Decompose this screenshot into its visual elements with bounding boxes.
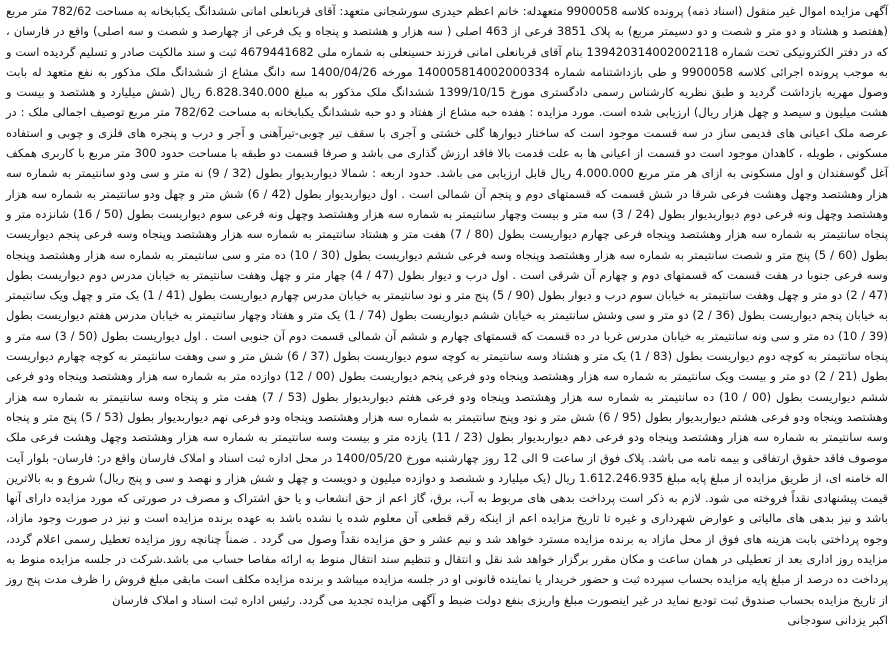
auction-notice	[6, 1, 888, 630]
signatory-name: اکبر یزدانی سودجانی	[787, 612, 888, 627]
notice-body-text: آگهی مزایده اموال غیر منقول (اسناد ذمه) پرونده کلاسه 9900058 متعهدله: خانم اعظم حیدری سورشجانی متعهد: آقای قربانعلی امانی ششدانگ یکبابخانه به مساحت 782/62 متر مربع (هفتصد و هشتاد و دو متر و شصت و دو دسیمتر مربع) به پلاک 3851 فرعی از 463 اصلی ( سه هزار و هشتصد و پنجاه و یک فرعی از چهارصد و شصت و سه اصلی) واقع در فارسان ، که در دفتر الکترونیکی تحت شماره 139420314002002118 بنام آقای قربانعلی امانی فرزند حسینعلی به شماره ملی 4679441682 ثبت و سند مالکیت صادر و تسلیم گردیده است و به موجب پرونده اجرائی کلاسه 9900058 و طی بازداشتنامه شماره 140005814002000334 مورخه 1400/04/26 سه دانگ مشاع از ششدانگ ملک مذکور به نفع متعهد له بابت وصول مهریه بازداشت گردید و طبق نظریه کارشناس رسمی دادگستری مورخ 1399/10/15 ششدانگ ملک مذکور به مبلغ 6.828.340.000 ریال (شش میلیارد و هشتصد و بیست و هشت میلیون و سیصد و چهل هزار ریال) ارزیابی شده است. مورد مزایده : هفده حبه مشاع از هفتاد و دو حبه ششدانگ یکبابخانه به مساحت 782/62 متر مربع توصیف اجمالی ملک : در عرصه ملک اعیانی های قدیمی ساز در سه قسمت موجود است که ساختار دیوارها گلی خشتی و آجری با سقف تیر چوبی-تیرآهنی و آجر و درب و پنجره های فلزی و چوبی و استفاده مسکونی ، طویله ، کاهدان موجود است دو قسمت از اعیانی ها به علت قدمت بالا فاقد ارزش گذاری می باشد و صرفا قسمت دو طبقه با مساحت حدود 300 متر مربع با کاربری همکف آغل گوسفندان و اول مسکونی به ازای هر متر مربع 4.000.000 ریال قابل ارزیابی می باشد. حدود اربعه : شمالا دیواربدیوار بطول (32 / 9) نه متر و سی ودو سانتیمتر به شماره سه هزار وهشتصد وچهل وهشت فرعی شرقا در شش قسمت که قسمتهای دوم و پنجم آن شمالی است . اول دیواربدیوار بطول (42 / 6) شش متر و چهل ودو سانتیمتر به شماره سه هزار وهشتصد وچهل ونه فرعی دوم دیواربدیوار بطول (24 / 3) سه متر و بیست وچهار سانتیمتر به شماره سه هزار وهشتصد وچهل ونه فرعی سوم دیواریست بطول (50 / 16) شانزده متر و پنجاه سانتیمتر به شماره سه هزار وهشتصد وپنجاه فرعی چهارم دیواریست بطول (80 / 7) هفت متر و هشتاد سانتیمتر به شماره سه هزار وهشتصد وپنجاه وسه فرعی پنجم دیواریست بطول (60 / 5) پنج متر و شصت سانتیمتر به شماره سه هزار وهشتصد وپنجاه وسه فرعی ششم دیواریست بطول (30 / 10) ده متر و سی سانتیمتر به شماره سه هزار وهشتصد وپنجاه وسه فرعی جنوبا در هفت قسمت که قسمتهای دوم و چهارم آن شرقی است . اول درب و دیوار بطول (47 / 4) چهار متر و چهل وهفت سانتیمتر به خیابان مدرس دوم دیواریست بطول (47 / 2) دو متر و چهل وهفت سانتیمتر به خیابان سوم درب و دیوار بطول (90 / 5) پنج متر و نود سانتیمتر به خیابان مدرس چهارم دیواریست بطول (41 / 1) یک متر و چهل ویک سانتیمتر به خیابان پنجم دیواریست بطول (36 / 2) دو متر و سی وشش سانتیمتر به خیابان ششم دیواریست بطول (74 / 1) یک متر و هفتاد وچهار سانتیمتر به خیابان مدرس هفتم دیواریست بطول (39 / 10) ده متر و سی ونه سانتیمتر به خیابان مدرس غربا در ده قسمت که قسمتهای چهارم و ششم آن شمالی قسمت دوم آن جنوبی است . اول دیواریست بطول (50 / 3) سه متر و پنجاه سانتیمتر به کوچه دوم دیواریست بطول (83 / 1) یک متر و هشتاد وسه سانتیمتر به کوچه سوم دیواریست بطول (37 / 6) شش متر و سی وهفت سانتیمتر به کوچه چهارم دیواریست بطول (21 / 2) دو متر و بیست ویک سانتیمتر به شماره سه هزار وهشتصد وپنجاه ودو فرعی پنجم دیواریست بطول (00 / 12) دوازده متر به شماره سه هزار وهشتصد وپنجاه ودو فرعی ششم دیواریست بطول (00 / 10) ده سانتیمتر به شماره سه هزار وهشتصد وپنجاه ودو فرعی هفتم دیواربدیوار بطول (53 / 7) هفت متر و پنجاه وسه سانتیمتر به شماره سه هزار وهشتصد وپنجاه ودو فرعی هشتم دیواربدیوار بطول (95 / 6) شش متر و نود وپنج سانتیمتر به شماره سه هزار وهشتصد وپنجاه ودو فرعی نهم دیواربدیوار بطول (53 / 5) پنج متر و پنجاه وسه سانتیمتر به شماره سه هزار وهشتصد وپنجاه ودو فرعی دهم دیواربدیوار بطول (23 / 11) یازده متر و بیست وسه سانتیمتر به شماره سه هزار وهشتصد وچهل وهشت فرعی ملک موصوف فاقد حقوق ارتفاقی و بیمه نامه می باشد. پلاک فوق از ساعت 9 الی 12 روز چهارشنبه مورخ 1400/05/20 در محل اداره ثبت اسناد و املاک فارسان واقع در: فارسان- بلوار آیت اله خامنه ای، از طریق مزایده از مبلغ پایه مبلغ 1.612.246.935 ریال (یک میلیارد و ششصد و دوازده میلیون و دویست و چهل و شش هزار و نهصد و سی و پنج ریال) شروع و به بالاترین قیمت پیشنهادی نقداً فروخته می شود. لازم به ذکر است پرداخت بدهی های مربوط به آب، برق، گاز اعم از حق انشعاب و یا حق اشتراک و مصرف در صورتی که مورد مزایده دارای آنها باشد و نیز بدهی های مالیاتی و عوارض شهرداری و غیره تا تاریخ مزایده اعم از اینکه رقم قطعی آن معلوم شده یا نشده باشد به عهده برنده مزایده است و نیز در صورت وجود مازاد، وجوه پرداختی بابت هزینه های فوق از محل مازاد به برنده مزایده مسترد خواهد شد و نیم عشر و حق مزایده نقداً وصول می گردد . ضمناً چنانچه روز مزایده تعطیل رسمی اعلام گردد، مزایده روز اداری بعد از تعطیلی در همان ساعت و مکان مقرر برگزار خواهد شد نقل و انتقال و تنظیم سند انتقال منوط به ارائه مفاصا حساب می باشد.شرکت در جلسه مزایده منوط به پرداخت ده درصد از مبلغ پایه مزایده بحساب سپرده ثبت و حضور خریدار یا نماینده قانونی او در جلسه مزایده میباشد و برنده مزایده مکلف است مابقی مبلغ فروش را ظرف مدت پنج روز از تاریخ مزایده بحساب صندوق ثبت تودیع نماید در غیر اینصورت مبلغ واریزی بنفع دولت ضبط و آگهی مزایده تجدید می گردد. رئیس اداره ثبت اسناد و املاک فارسان	[6, 4, 889, 607]
